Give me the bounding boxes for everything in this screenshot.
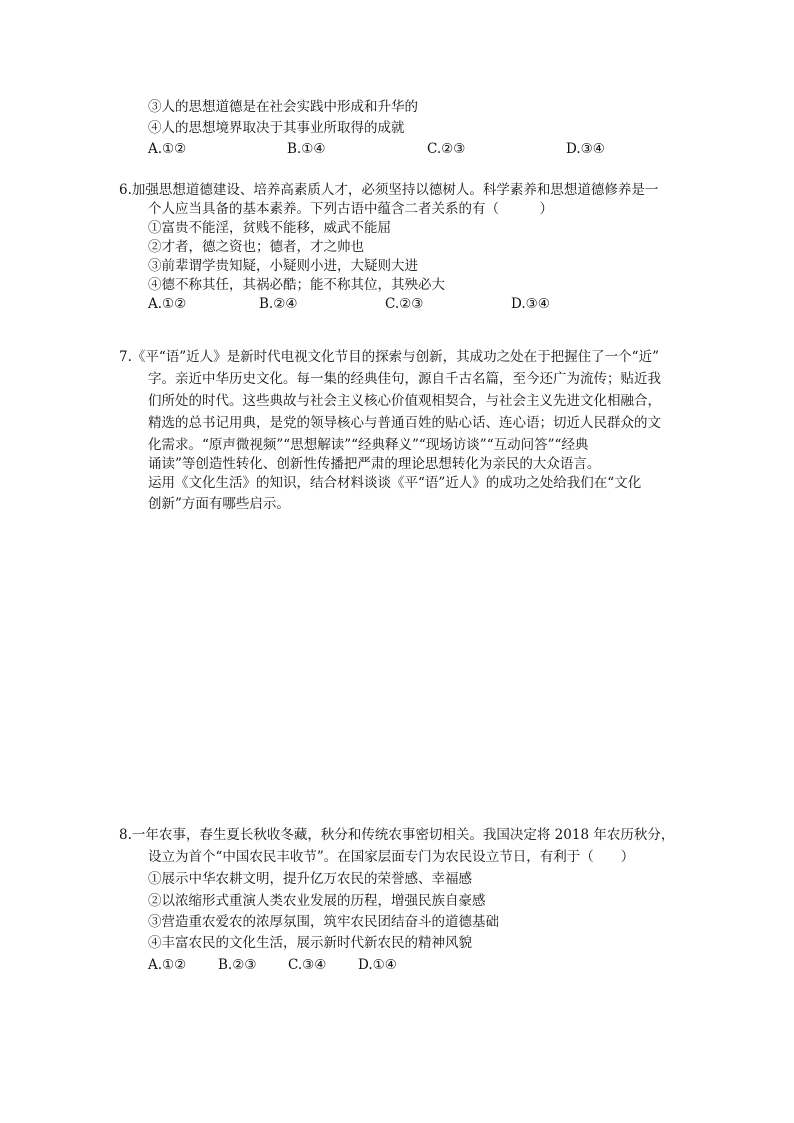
q8-option-a: A.①② bbox=[148, 957, 187, 973]
q6-statement-1: ①富贵不能淫，贫贱不能移，威武不能屈 bbox=[148, 220, 391, 236]
q7-line-5: 化需求。“原声微视频”“思想解读”“经典释义”“现场访谈”“互动问答”“经典 bbox=[148, 437, 589, 453]
q5-option-d: D.③④ bbox=[566, 141, 605, 157]
q7-line-4: 精选的总书记用典，是党的领导核心与普通百姓的贴心话、连心语；切近人民群众的文 bbox=[148, 415, 661, 431]
q7-line-3: 们所处的时代。这些典故与社会主义核心价值观相契合，与社会主义先进文化相融合， bbox=[148, 393, 661, 409]
q6-option-d: D.③④ bbox=[511, 296, 550, 312]
q6-stem-line-1: 6.加强思想道德建设、培养高素质人才，必须坚持以德树人。科学素养和思想道德修养是一 bbox=[119, 182, 659, 198]
q6-statement-4: ④德不称其任，其祸必酷；能不称其位，其殃必大 bbox=[148, 277, 445, 293]
q5-statement-4: ④人的思想境界取决于其事业所取得的成就 bbox=[148, 120, 405, 136]
q6-option-a: A.①② bbox=[148, 296, 187, 312]
q7-line-7: 运用《文化生活》的知识，结合材料谈谈《平“语”近人》的成功之处给我们在“文化 bbox=[148, 475, 642, 491]
q6-statement-3: ③前辈谓学贵知疑，小疑则小进，大疑则大进 bbox=[148, 258, 418, 274]
q7-line-6: 诵读”等创造性转化、创新性传播把严肃的理论思想转化为亲民的大众语言。 bbox=[148, 456, 601, 472]
q8-option-c: C.③④ bbox=[288, 957, 327, 973]
q5-statement-3: ③人的思想道德是在社会实践中形成和升华的 bbox=[148, 99, 418, 115]
q7-line-2: 字。亲近中华历史文化。每一集的经典佳句，源自千古名篇，至今还广为流传；贴近我 bbox=[148, 371, 661, 387]
q8-statement-2: ②以浓缩形式重演人类农业发展的历程，增强民族自豪感 bbox=[148, 893, 486, 909]
q6-stem-line-2: 个人应当具备的基本素养。下列古语中蕴含二者关系的有（ ） bbox=[148, 201, 553, 217]
q8-statement-1: ①展示中华农耕文明，提升亿万农民的荣誉感、幸福感 bbox=[148, 871, 472, 887]
q8-statement-4: ④丰富农民的文化生活，展示新时代新农民的精神风貌 bbox=[148, 935, 472, 951]
q7-line-1: 7.《平“语”近人》是新时代电视文化节目的探索与创新，其成功之处在于把握住了一个“近” bbox=[119, 349, 659, 365]
q5-option-c: C.②③ bbox=[427, 141, 466, 157]
q8-option-b: B.②③ bbox=[218, 957, 257, 973]
q8-stem-line-2: 设立为首个“中国农民丰收节”。在国家层面专门为农民设立节日，有利于（ ） bbox=[148, 849, 635, 865]
q8-statement-3: ③营造重农爱农的浓厚氛围，筑牢农民团结奋斗的道德基础 bbox=[148, 914, 499, 930]
q5-option-a: A.①② bbox=[148, 141, 187, 157]
q8-stem-line-1: 8.一年农事，春生夏长秋收冬藏，秋分和传统农事密切相关。我国决定将 2018 年农历秋分， bbox=[119, 827, 675, 843]
q5-option-b: B.①④ bbox=[287, 141, 326, 157]
q6-option-b: B.②④ bbox=[259, 296, 298, 312]
q6-option-c: C.②③ bbox=[385, 296, 424, 312]
q7-line-8: 创新”方面有哪些启示。 bbox=[148, 496, 290, 512]
q6-statement-2: ②才者，德之资也；德者，才之帅也 bbox=[148, 239, 364, 255]
q8-option-d: D.①④ bbox=[358, 957, 397, 973]
